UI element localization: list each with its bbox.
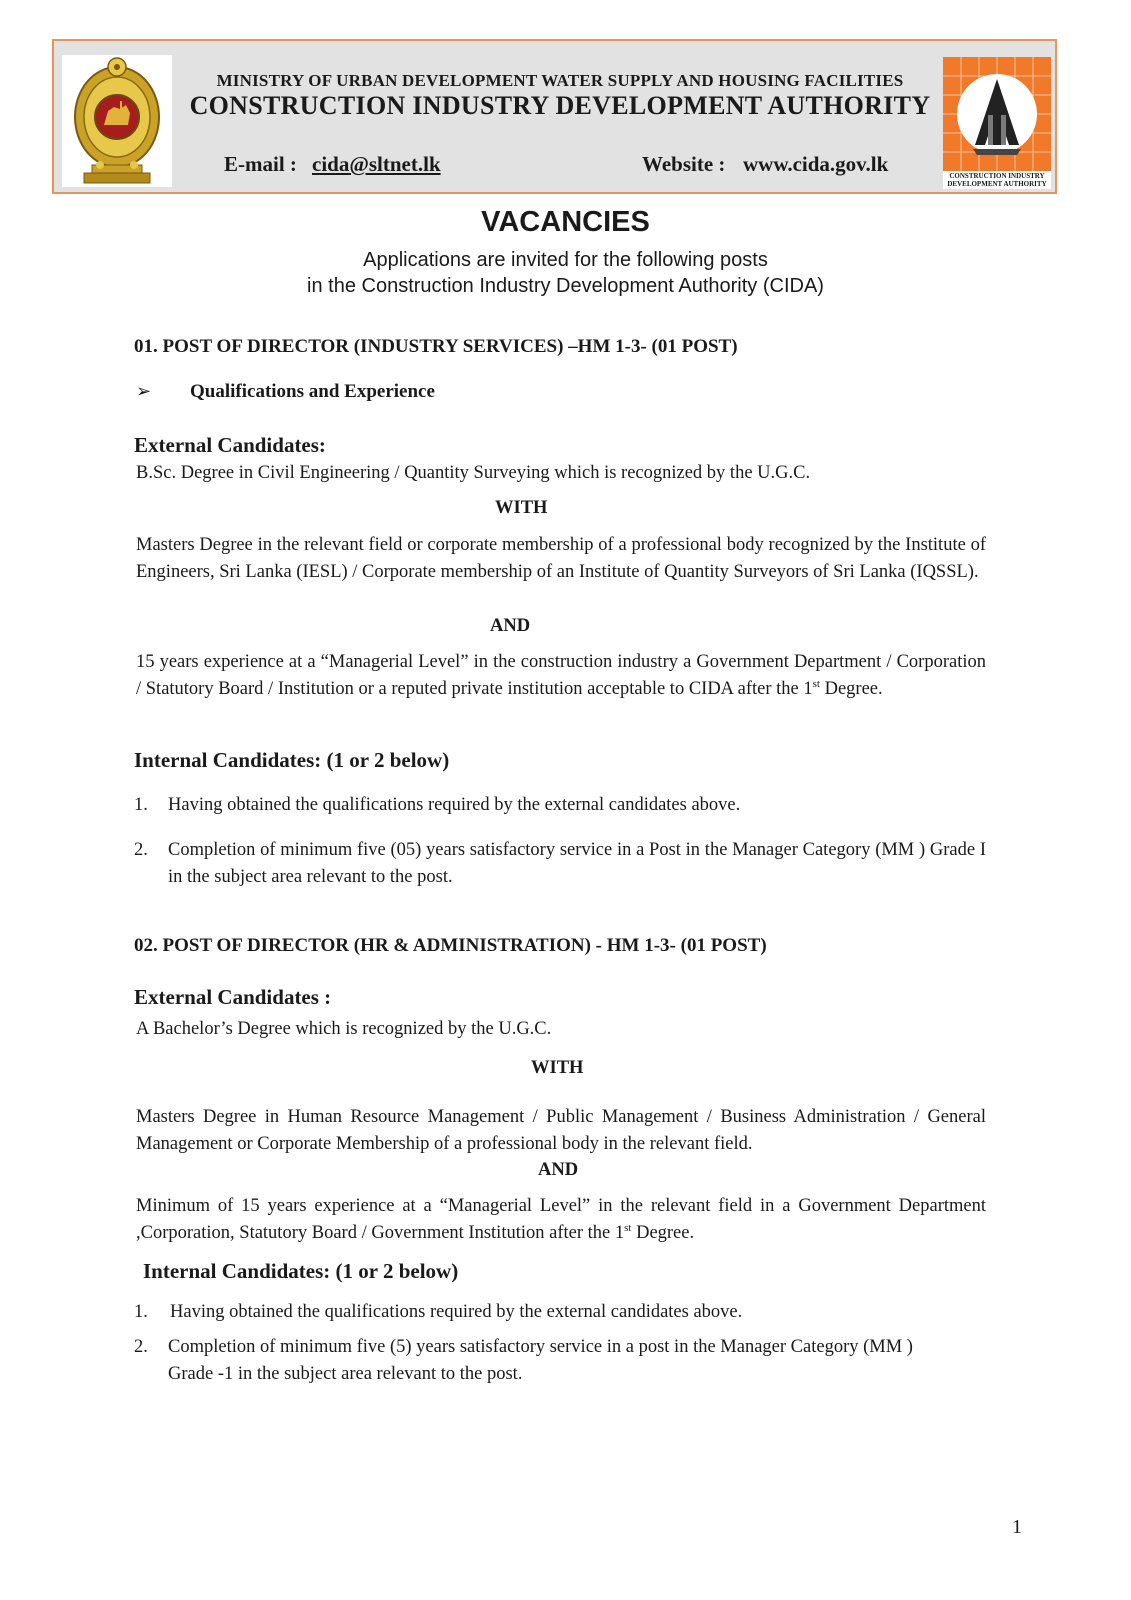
- post1-heading: 01. POST OF DIRECTOR (INDUSTRY SERVICES) –HM 1-3- (01 POST): [134, 336, 738, 357]
- post2-external-p1: A Bachelor’s Degree which is recognized by the U.G.C.: [136, 1019, 552, 1039]
- post1-external-p3: [136, 649, 986, 703]
- letterhead: [52, 39, 1057, 194]
- sri-lanka-emblem: [62, 55, 172, 187]
- post2-and: AND: [538, 1160, 579, 1180]
- post2-external-p2: Masters Degree in Human Resource Management / Public Management / Business Administration / General Management or Corporate Membership of a professional body in the relevant field.: [136, 1107, 986, 1154]
- ministry-name: MINISTRY OF URBAN DEVELOPMENT WATER SUPPLY AND HOUSING FACILITIES: [216, 71, 904, 90]
- post1-external-heading: External Candidates:: [134, 433, 326, 457]
- website-link[interactable]: www.cida.gov.lk: [743, 152, 889, 176]
- post1-external-p1: B.Sc. Degree in Civil Engineering / Quantity Surveying which is recognized by the U.G.C.: [136, 463, 811, 483]
- post2-external-p3-text: Minimum of 15 years experience at a “Managerial Level” in the relevant field in a Government Department ,Corporation, Statutory Board / Government Institution after the 1: [136, 1196, 986, 1243]
- post2-external-heading: External Candidates :: [134, 985, 332, 1009]
- logo-caption-line2: DEVELOPMENT AUTHORITY: [947, 180, 1047, 188]
- intro-line-1: Applications are invited for the following posts: [363, 249, 768, 271]
- authority-name: CONSTRUCTION INDUSTRY DEVELOPMENT AUTHORITY: [189, 91, 931, 120]
- post1-internal-num-1: 1.: [134, 795, 148, 815]
- post2-external-p3-end: Degree.: [631, 1223, 695, 1243]
- post2-internal-item-2: Completion of minimum five (5) years satisfactory service in a post in the Manager Category (MM ) Grade -1 in the subject area relevant to the post.: [168, 1337, 913, 1384]
- post2-internal-heading: Internal Candidates: (1 or 2 below): [143, 1259, 459, 1283]
- post2-internal-num-2: 2.: [134, 1337, 148, 1357]
- post2-external-p3: [136, 1193, 986, 1247]
- post1-qualifications-heading: Qualifications and Experience: [190, 381, 435, 402]
- bullet-arrow-icon: ➢: [136, 381, 152, 401]
- post1-internal-heading: Internal Candidates: (1 or 2 below): [134, 748, 450, 772]
- post2-external-p3-sup: st: [624, 1221, 632, 1234]
- cida-logo: [943, 57, 1051, 189]
- logo-caption-line1: CONSTRUCTION INDUSTRY: [949, 172, 1045, 180]
- page-number: 1: [1012, 1516, 1022, 1538]
- post1-internal-item-2: Completion of minimum five (05) years satisfactory service in a Post in the Manager Category (MM ) Grade I in the subject area relevant to the post.: [168, 840, 986, 887]
- email-link[interactable]: cida@sltnet.lk: [312, 152, 441, 176]
- post2-internal-item-1: Having obtained the qualifications required by the external candidates above.: [170, 1302, 743, 1322]
- website-label: Website :: [642, 152, 726, 176]
- post1-with: WITH: [495, 498, 548, 518]
- post1-external-p2: Masters Degree in the relevant field or corporate membership of a professional body recognized by the Institute of Engineers, Sri Lanka (IESL) / Corporate membership of an Institute of Quantity Surveyors of Sri Lanka (IQSSL).: [136, 535, 986, 582]
- email-label: E-mail :: [224, 152, 297, 176]
- post2-internal-num-1: 1.: [134, 1302, 148, 1322]
- post1-external-p3-end: Degree.: [819, 679, 883, 699]
- post1-external-p3-sup: st: [812, 677, 820, 690]
- post2-with: WITH: [531, 1058, 584, 1078]
- page-title: VACANCIES: [481, 206, 650, 238]
- intro-line-2: in the Construction Industry Development Authority (CIDA): [307, 275, 824, 297]
- post1-internal-num-2: 2.: [134, 840, 148, 860]
- post1-and: AND: [490, 616, 531, 636]
- post1-external-p3-text: 15 years experience at a “Managerial Level” in the construction industry a Government Department / Corporation / Statutory Board / Institution or a reputed private institution acceptable to CIDA after the 1: [136, 652, 986, 699]
- post2-heading: 02. POST OF DIRECTOR (HR & ADMINISTRATION) - HM 1-3- (01 POST): [134, 935, 767, 956]
- post1-internal-item-1: Having obtained the qualifications required by the external candidates above.: [168, 795, 741, 815]
